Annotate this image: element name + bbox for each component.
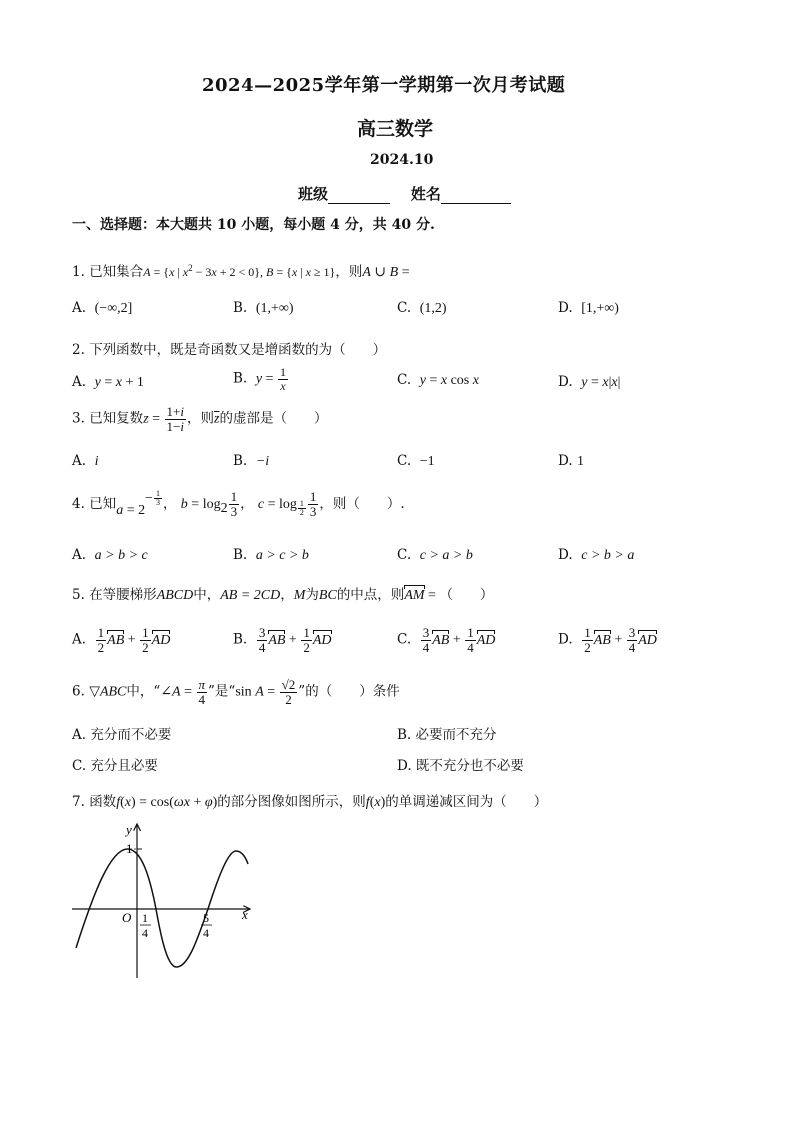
q5-option-a[interactable]: A. $\frac{1}{2}$ AB + $\frac{1}{2}$ AD: [72, 625, 171, 655]
q1-option-b[interactable]: B. (1,+∞): [233, 300, 294, 316]
q4-option-c[interactable]: C. c > a > b: [397, 547, 473, 563]
question-2: 2. 下列函数中，既是奇函数又是增函数的为（ ）: [72, 342, 387, 358]
x-tick-five-quarters: [201, 911, 212, 940]
exam-title: 2024—2025学年第一学期第一次月考试题: [202, 75, 566, 96]
section-heading: 一、选择题：本大题共 10 小题，每小题 4 分，共 40 分.: [72, 217, 435, 233]
y-axis-label: y: [126, 822, 132, 837]
name-blank[interactable]: [441, 189, 511, 204]
q1-option-a[interactable]: A. (−∞,2]: [72, 300, 133, 316]
x-axis-label: x: [242, 907, 248, 922]
cosine-curve: [76, 849, 248, 967]
y-tick-label: 1: [126, 841, 133, 856]
q6-option-a[interactable]: A. 充分而不必要: [72, 727, 172, 743]
subject-title: 高三数学: [357, 118, 434, 140]
q3-option-c[interactable]: C. −1: [397, 453, 435, 469]
question-5: 5. 在等腰梯形ABCD中，AB = 2CD，M为BC的中点，则AM = （ ）: [72, 587, 494, 603]
q1-option-d[interactable]: D. [1,+∞): [558, 300, 619, 316]
svg-text:4: 4: [203, 926, 209, 940]
q6-option-d[interactable]: D. 既不充分也不必要: [397, 758, 524, 774]
q2-option-a[interactable]: A. y = x + 1: [72, 374, 144, 390]
question-4: 4. 已知$a = 2^{- \frac{1}{3}}$ ， $b = \log_2$ $\frac{1}{3}$ ， c = log $_{\frac{1}{2}}$ $\frac{1}{3}$ ，则（ ）.: [72, 489, 405, 520]
q1-option-c[interactable]: C. (1,2): [397, 300, 447, 316]
q6-option-b[interactable]: B. 必要而不充分: [397, 727, 497, 743]
cosine-graph: [62, 818, 262, 988]
q4-option-d[interactable]: D. c > b > a: [558, 547, 635, 563]
svg-text:4: 4: [142, 926, 148, 940]
q5-option-b[interactable]: B. $\frac{3}{4}$ AB + $\frac{1}{2}$ AD: [233, 625, 332, 655]
origin-label: O: [122, 910, 132, 925]
q2-option-c[interactable]: C. y = x cos x: [397, 372, 479, 388]
q2-option-b[interactable]: B. y = $\frac{1}{x}$: [233, 365, 286, 393]
question-7: 7. 函数f(x) = cos(ωx + φ)的部分图像如图所示，则f(x)的单调递减区间为（ ）: [72, 794, 548, 810]
q5-option-d[interactable]: D. $\frac{1}{2}$ AB + $\frac{3}{4}$ AD: [558, 625, 657, 655]
question-3: 3. 已知复数z = $\frac{1+i}{1-i}$ ，则$\overline{z}$的虚部是（ ）: [72, 404, 328, 434]
name-label: 姓名: [410, 185, 441, 203]
x-tick-quarter: [140, 911, 151, 940]
q2-option-d[interactable]: D. y = x|x|: [558, 374, 621, 390]
class-blank[interactable]: [328, 189, 390, 204]
question-6: 6. ▽ABC中，“∠A = $\frac{\pi}{4}$ ”是“sin A = $\frac{√2}{2}$ ”的（ ）条件: [72, 677, 400, 707]
student-info-line: [298, 183, 511, 204]
q5-option-c[interactable]: C. $\frac{3}{4}$ AB + $\frac{1}{4}$ AD: [397, 625, 496, 655]
svg-text:1: 1: [142, 911, 148, 925]
exam-date: 2024.10: [370, 152, 434, 168]
q3-option-d[interactable]: D. 1: [558, 453, 584, 469]
class-label: 班级: [298, 185, 329, 203]
q3-option-b[interactable]: B. −i: [233, 453, 270, 469]
q4-option-a[interactable]: A. a > b > c: [72, 547, 148, 563]
svg-text:5: 5: [203, 911, 209, 925]
q3-option-a[interactable]: A. i: [72, 453, 99, 469]
q4-option-b[interactable]: B. a > c > b: [233, 547, 309, 563]
question-1: 1. 已知集合A = {x | $x^2 - 3x + 2 < 0$}, B = {x | x ≥ 1}，则A ∪ B =: [72, 263, 410, 280]
q6-option-c[interactable]: C. 充分且必要: [72, 758, 158, 774]
